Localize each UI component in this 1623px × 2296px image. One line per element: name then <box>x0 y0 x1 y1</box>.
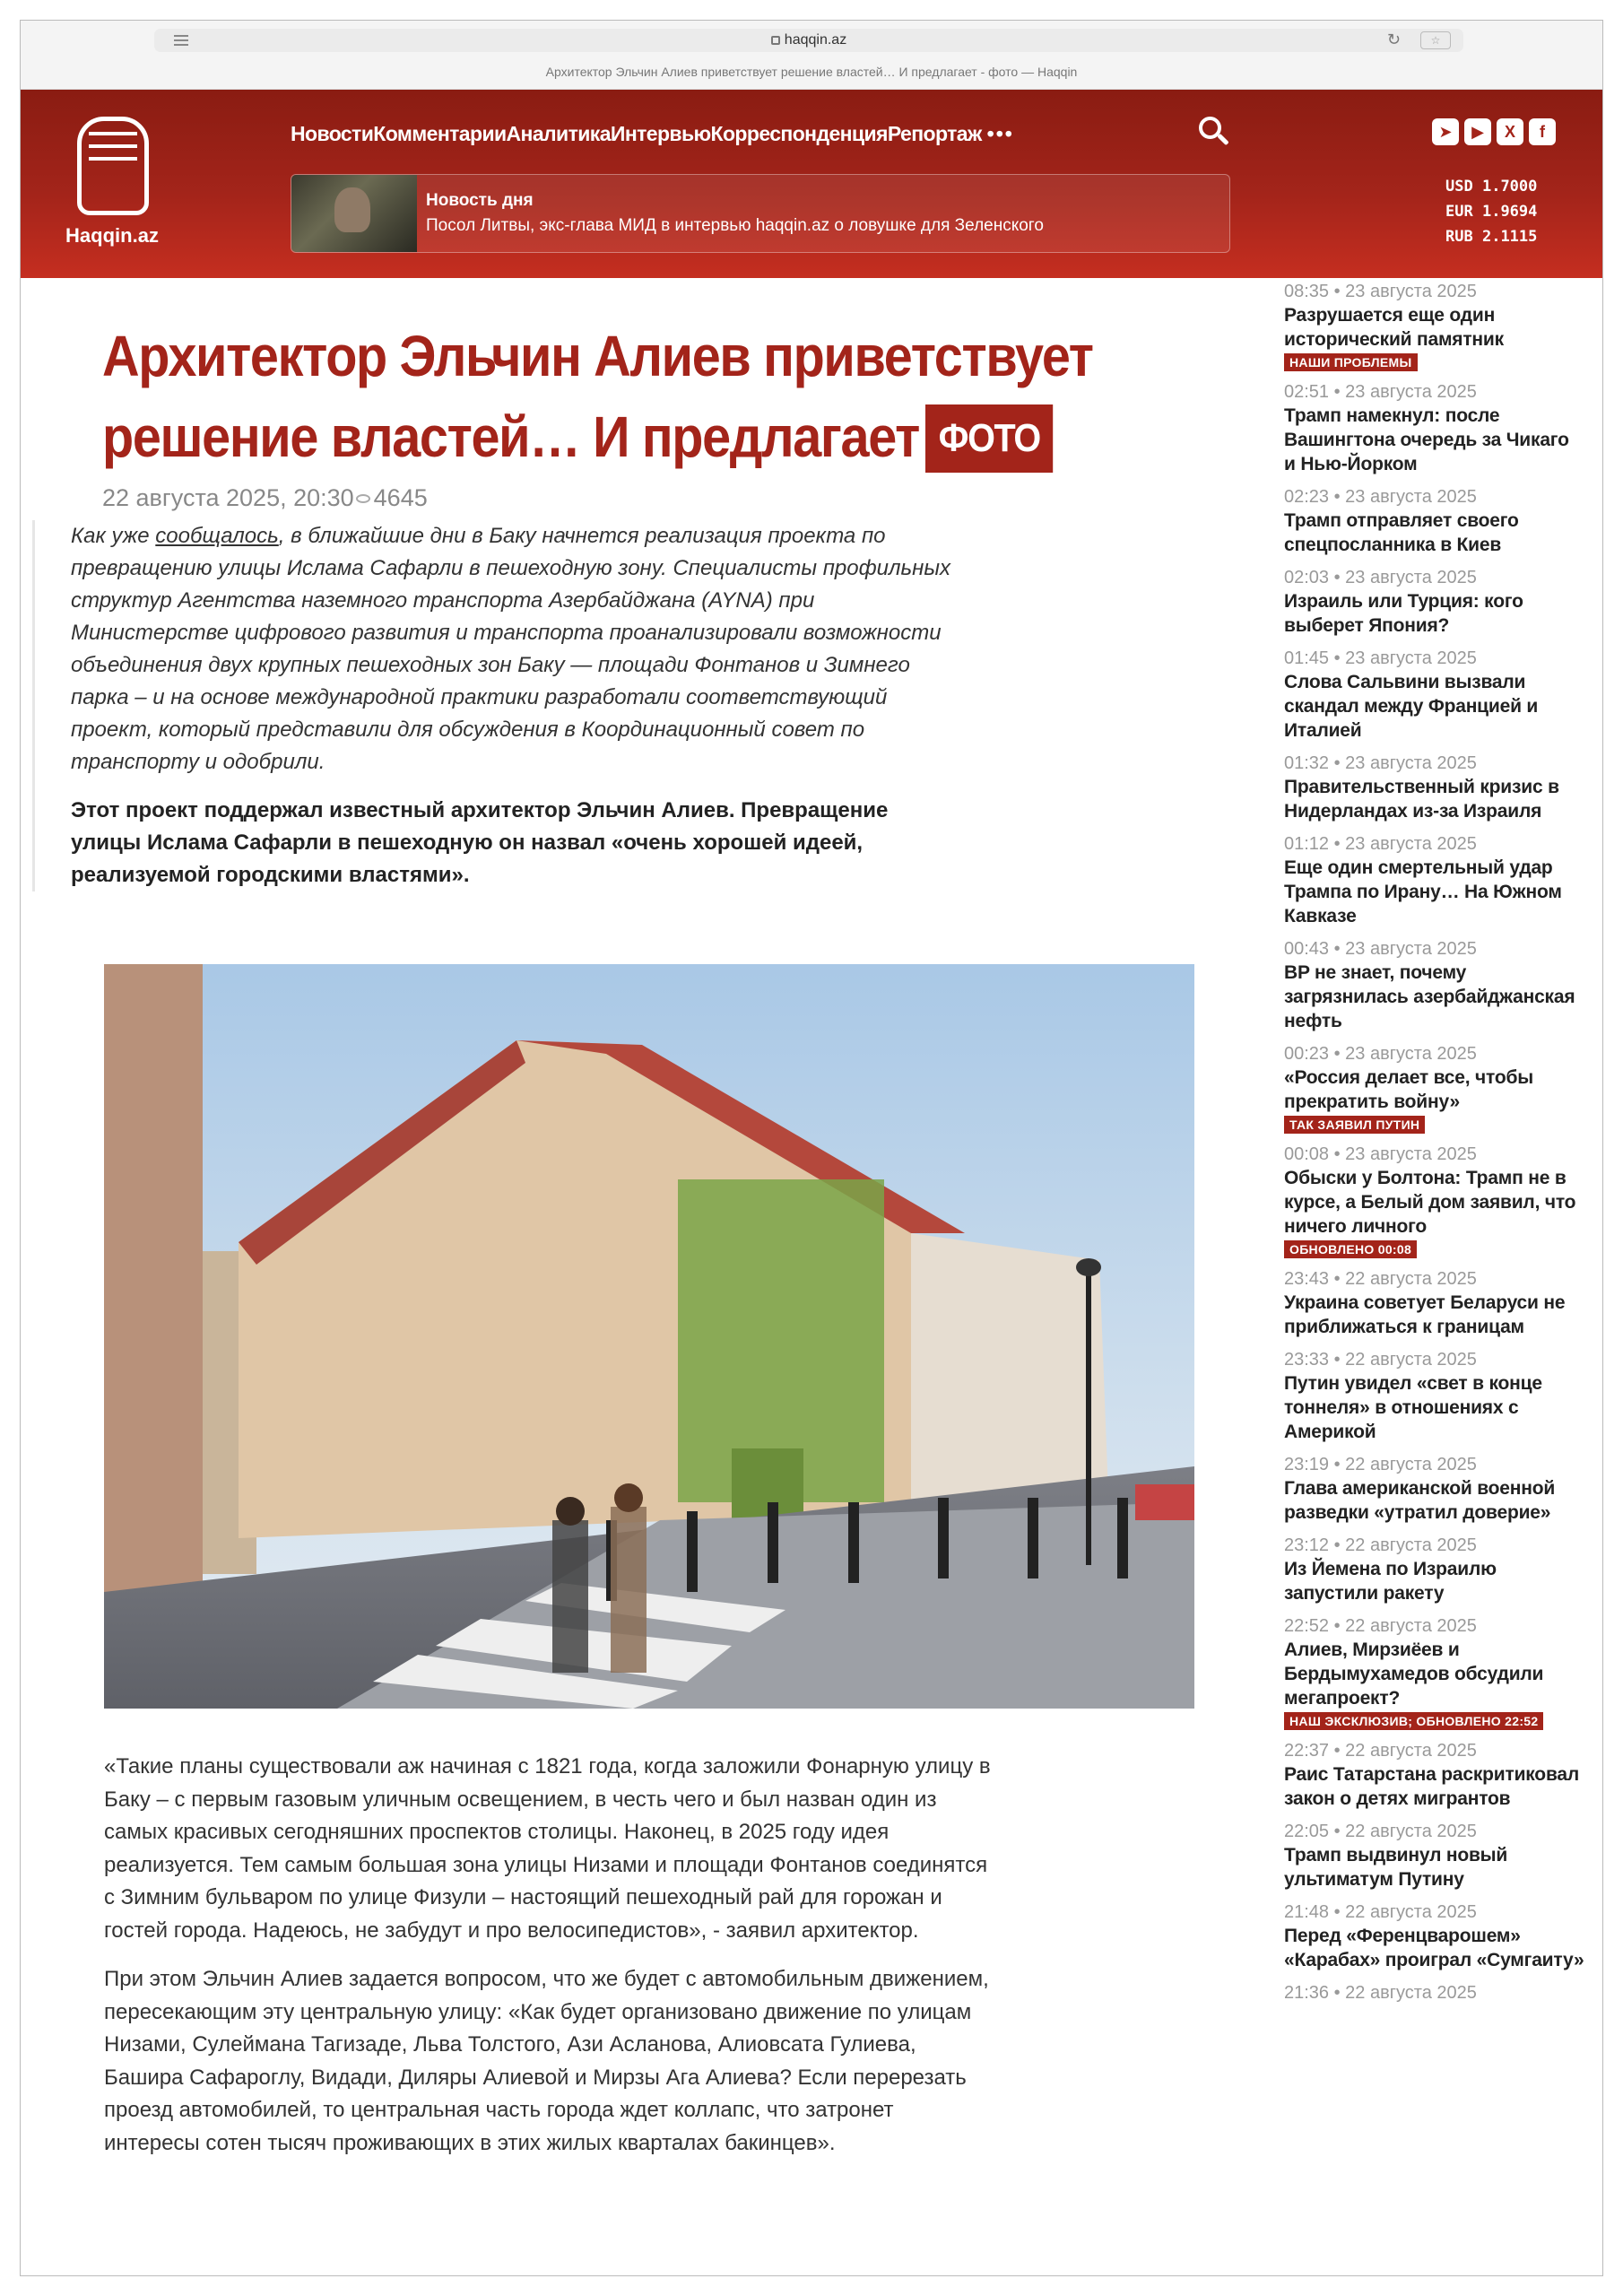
sidebar-news-item[interactable] <box>1284 937 1585 1033</box>
article-paragraph: При этом Эльчин Алиев задается вопросом, что же будет с автомобильным движением, пересекающим эту центральную улицу: «Как будет организовано движение по улицам Низами, Сулеймана Тагизаде, Льва Толстого, Ази Асланова, Алиовсата Гулиева, Башира Сафароглу, Видади, Диляры Алиевой и Мирзы Ага Алиева? Если перерезать проезд автомобилей, то центральная часть города ждет коллапс, что затронет интересы сотен тысяч проживающих в этих жилых кварталах бакинцев». <box>104 1967 989 2155</box>
news-time: 23:12 • 22 августа 2025 <box>1284 1535 1477 1555</box>
news-title-link[interactable]: BP не знает, почему загрязнилась азербайджанская нефть <box>1284 962 1575 1031</box>
photo-badge: ФОТО <box>925 404 1053 473</box>
sidebar-news-item[interactable] <box>1284 1267 1585 1339</box>
sidebar-news-item[interactable] <box>1284 647 1585 743</box>
news-time: 01:12 • 23 августа 2025 <box>1284 834 1477 854</box>
news-time: 21:36 • 22 августа 2025 <box>1284 1983 1477 2003</box>
nav-item-reportage[interactable]: Репортаж <box>887 122 982 145</box>
sidebar-news-item[interactable] <box>1284 485 1585 557</box>
nav-item-news[interactable]: Новости <box>291 122 374 145</box>
news-time: 23:43 • 22 августа 2025 <box>1284 1269 1477 1289</box>
lock-icon <box>771 36 780 45</box>
logo-text: Haqqin.az <box>65 224 159 247</box>
facebook-icon[interactable]: f <box>1529 118 1556 145</box>
sidebar-news-item[interactable] <box>1284 752 1585 823</box>
news-title-link[interactable]: Глава американской военной разведки «утратил доверие» <box>1284 1478 1556 1523</box>
nav-item-correspondence[interactable]: Корреспонденция <box>710 122 888 145</box>
news-time: 01:32 • 23 августа 2025 <box>1284 753 1477 773</box>
news-title-link[interactable]: Обыски у Болтона: Трамп не в курсе, а Белый дом заявил, что ничего личного <box>1284 1168 1576 1237</box>
view-count: 4645 <box>373 484 428 511</box>
article-title-text: Архитектор Эльчин Алиев приветствует решение властей… И предлагает <box>102 324 1093 469</box>
article-photo[interactable] <box>104 964 1194 1709</box>
article-body <box>104 1751 992 2176</box>
news-tag[interactable]: НАШ ЭКСКЛЮЗИВ; ОБНОВЛЕНО 22:52 <box>1284 1712 1543 1730</box>
fist-logo-icon <box>77 117 149 215</box>
news-time: 00:43 • 23 августа 2025 <box>1284 939 1477 959</box>
eye-icon <box>356 494 370 503</box>
nav-item-analytics[interactable]: Аналитика <box>506 122 611 145</box>
currency-eur: EUR 1.9694 <box>1445 203 1538 221</box>
news-title-link[interactable]: Раис Татарстана раскритиковал закон о детях мигрантов <box>1284 1764 1579 1809</box>
sidebar-news-item[interactable] <box>1284 1820 1585 1892</box>
tab-title[interactable]: Архитектор Эльчин Алиев приветствует решение властей… И предлагает - фото — Haqqin <box>545 65 1078 79</box>
lead-italic: Как уже сообщалось, в ближайшие дни в Баку начнется реализация проекта по превращению улицы Ислама Сафарли в пешеходную зону. Специалисты профильных структур Агентства наземного транспорта Азербайджана (AYNA) при Министерстве цифрового развития и транспорта проанализировали возможности объединения двух крупных пешеходных зон Баку — площади Фонтанов и Зимнего парка – и на основе международной практики разработали соответствующий проект, который представили для обсуждения в Координационный совет по транспорту и одобрили. <box>71 524 951 774</box>
sidebar-news-item[interactable] <box>1284 832 1585 928</box>
lead-link[interactable]: сообщалось <box>155 524 279 548</box>
news-time: 08:35 • 23 августа 2025 <box>1284 282 1477 301</box>
article-meta <box>102 484 1223 512</box>
sidebar-news-item[interactable] <box>1284 1453 1585 1525</box>
url-field[interactable] <box>154 32 1463 48</box>
news-title-link[interactable]: Алиев, Мирзиёев и Бердымухамедов обсудили мегапроект? <box>1284 1639 1544 1709</box>
news-title-link[interactable]: Трамп отправляет своего спецпосланника в Киев <box>1284 510 1519 555</box>
currency-rub: RUB 2.1115 <box>1445 228 1538 246</box>
sidebar-news-item[interactable] <box>1284 1739 1585 1811</box>
social-links <box>1432 118 1556 145</box>
telegram-icon[interactable]: ➤ <box>1432 118 1459 145</box>
nav-item-comments[interactable]: Комментарии <box>373 122 507 145</box>
currency-rates <box>1445 174 1537 249</box>
news-title-link[interactable]: «Россия делает все, чтобы прекратить войну» <box>1284 1067 1533 1112</box>
news-title-link[interactable]: Украина советует Беларуси не приближаться к границам <box>1284 1292 1566 1337</box>
news-title-link[interactable]: Путин увидел «свет в конце тоннеля» в отношениях с Америкой <box>1284 1373 1542 1442</box>
sidebar-news-item[interactable] <box>1284 566 1585 638</box>
article-title <box>102 316 1167 477</box>
sidebar-news-item[interactable] <box>1284 380 1585 476</box>
news-time: 02:03 • 23 августа 2025 <box>1284 568 1477 587</box>
news-title-link[interactable]: Из Йемена по Израилю запустили ракету <box>1284 1559 1497 1604</box>
news-time: 02:51 • 23 августа 2025 <box>1284 382 1477 402</box>
address-bar[interactable] <box>154 29 1463 52</box>
news-tag[interactable]: ТАК ЗАЯВИЛ ПУТИН <box>1284 1116 1425 1134</box>
search-icon[interactable] <box>1199 117 1229 147</box>
youtube-icon[interactable]: ▶ <box>1464 118 1491 145</box>
news-feed-sidebar <box>1284 280 1585 2289</box>
news-title-link[interactable]: Трамп намекнул: после Вашингтона очередь за Чикаго и Нью-Йорком <box>1284 405 1569 474</box>
news-title-link[interactable]: Перед «Ференцварошем» «Карабах» проиграл «Сумгаиту» <box>1284 1926 1584 1970</box>
url-text: haqqin.az <box>784 32 847 48</box>
news-time: 22:05 • 22 августа 2025 <box>1284 1822 1477 1841</box>
sidebar-news-item[interactable] <box>1284 1900 1585 1972</box>
news-time: 22:52 • 22 августа 2025 <box>1284 1616 1477 1636</box>
sidebar-news-item[interactable] <box>1284 1042 1585 1134</box>
extension-icon[interactable]: ☆ <box>1420 31 1451 49</box>
site-logo[interactable] <box>63 117 161 251</box>
nav-item-interview[interactable]: Интервью <box>610 122 711 145</box>
sidebar-news-item[interactable] <box>1284 1348 1585 1444</box>
news-title-link[interactable]: Трамп выдвинул новый ультиматум Путину <box>1284 1845 1508 1890</box>
news-time: 00:08 • 23 августа 2025 <box>1284 1144 1477 1164</box>
news-time: 22:37 • 22 августа 2025 <box>1284 1741 1477 1761</box>
nav-more-button[interactable]: ••• <box>986 122 1014 145</box>
sidebar-news-item[interactable] <box>1284 1981 1585 2005</box>
news-of-day-thumbnail[interactable] <box>291 175 417 252</box>
news-title-link[interactable]: Правительственный кризис в Нидерландах из-за Израиля <box>1284 777 1559 822</box>
news-time: 23:19 • 22 августа 2025 <box>1284 1455 1477 1474</box>
sidebar-news-item[interactable] <box>1284 1534 1585 1605</box>
reload-icon[interactable]: ↻ <box>1386 30 1401 48</box>
main-nav <box>291 122 1014 146</box>
article <box>102 316 1223 512</box>
article-paragraph: «Такие планы существовали аж начиная с 1821 года, когда заложили Фонарную улицу в Баку – с первым газовым уличным освещением, в честь чего и был назван один из самых красивых сегодняшних проспектов столицы. Наконец, в 2025 году идея реализуется. Тем самым большая зона улицы Низами и площади Фонтанов соединятся с Зимним бульваром по улице Физули – настоящий пешеходный рай для горожан и гостей города. Надеюсь, не забудут и про велосипедистов», - заявил архитектор. <box>104 1754 991 1943</box>
news-time: 01:45 • 23 августа 2025 <box>1284 648 1477 668</box>
article-date: 22 августа 2025, 20:30 <box>102 484 354 511</box>
sidebar-news-item[interactable] <box>1284 280 1585 371</box>
news-title-link[interactable]: Разрушается еще один исторический памятник <box>1284 305 1504 350</box>
currency-usd: USD 1.7000 <box>1445 178 1538 196</box>
news-of-day[interactable] <box>291 174 1230 253</box>
site-header <box>20 90 1603 278</box>
news-of-day-link[interactable]: Посол Литвы, экс-глава МИД в интервью haqqin.az о ловушке для Зеленского <box>426 216 1044 235</box>
news-title-link[interactable]: Слова Сальвини вызвали скандал между Францией и Италией <box>1284 672 1539 741</box>
news-tag[interactable]: НАШИ ПРОБЛЕМЫ <box>1284 353 1418 371</box>
news-time: 00:23 • 23 августа 2025 <box>1284 1044 1477 1064</box>
news-title-link[interactable]: Еще один смертельный удар Трампа по Ирану… На Южном Кавказе <box>1284 857 1562 926</box>
lead-bold: Этот проект поддержал известный архитектор Эльчин Алиев. Превращение улицы Ислама Сафарли в пешеходную он назвал «очень хорошей идеей, реализуемой городскими властями». <box>71 798 889 887</box>
news-time: 02:23 • 23 августа 2025 <box>1284 487 1477 507</box>
news-time: 23:33 • 22 августа 2025 <box>1284 1350 1477 1370</box>
x-icon[interactable]: X <box>1497 118 1523 145</box>
news-tag[interactable]: ОБНОВЛЕНО 00:08 <box>1284 1240 1417 1258</box>
sidebar-news-item[interactable] <box>1284 1143 1585 1258</box>
news-title-link[interactable]: Израиль или Турция: кого выберет Япония? <box>1284 591 1523 636</box>
sidebar-news-item[interactable] <box>1284 1614 1585 1730</box>
article-lead <box>32 520 951 891</box>
news-of-day-label: Новость дня <box>426 191 534 210</box>
browser-chrome <box>20 20 1603 90</box>
news-time: 21:48 • 22 августа 2025 <box>1284 1902 1477 1922</box>
